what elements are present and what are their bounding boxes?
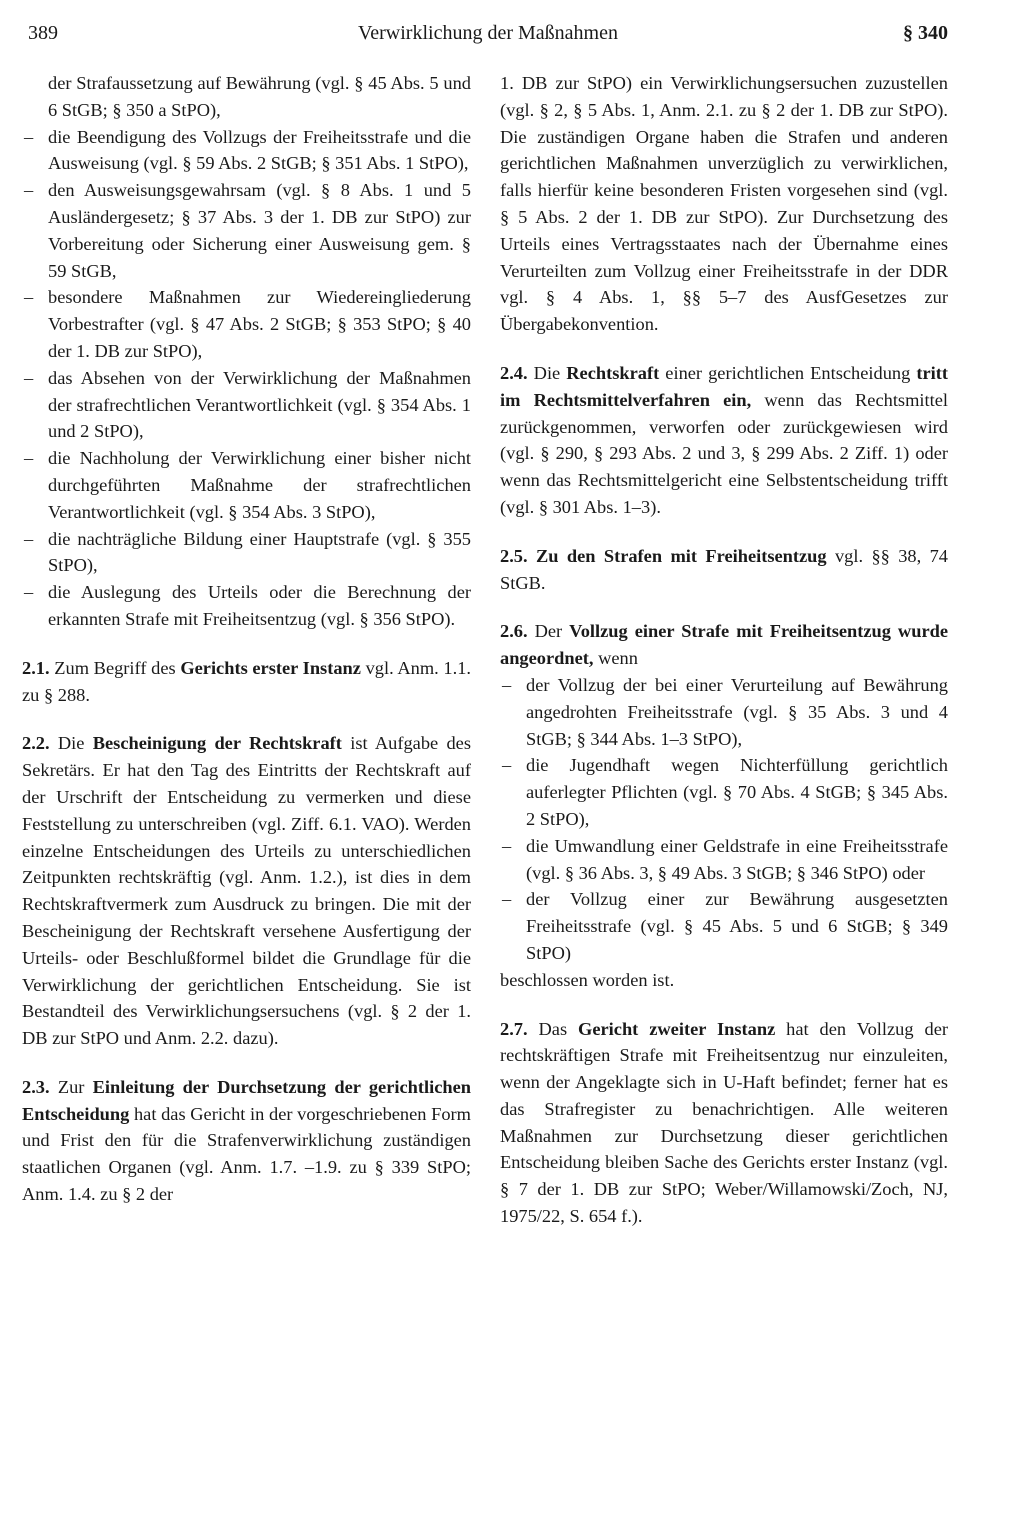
section-text: ist Aufgabe des Sekretärs. Er hat den Tag des Eintritts der Rechtskraft auf der Urschrift der Entscheidung zu vermerken und diese Feststellung zu unterschreiben (vgl. Ziff. 6.1. VAO). Werden einzelne Entscheidungen des Urteils zu unterschiedlichen Zeitpunkten rechtskräftig (vgl. Anm. 1.2.), ist dies in dem Rechtskraftvermerk zum Ausdruck zu bringen. Die mit der Bescheinigung der Rechtskraft versehene Ausfertigung der Urteils- oder Beschlußformel bildet die Grundlage für die Verwirklichung der gerichtlichen Entscheidung. Sie ist Bestandteil des Verwirklichungsersuchens (vgl. § 2 der 1. DB zur StPO und Anm. 2.2. dazu). [22, 733, 471, 1049]
list-item: – die Auslegung des Urteils oder die Berechnung der erkannten Strafe mit Freiheitsentzug (vgl. § 356 StPO). [22, 579, 471, 633]
section-keyword: Bescheinigung der Rechtskraft [92, 733, 342, 754]
list-item: – die Beendigung des Vollzugs der Freiheitsstrafe und die Ausweisung (vgl. § 59 Abs. 2 StGB; § 351 Abs. 1 StPO), [22, 124, 471, 178]
section-mark: § 340 [903, 22, 948, 44]
section-keyword: tritt im Rechtsmittelverfahren ein, [500, 362, 949, 410]
section-keyword: Einleitung der Durchsetzung der gerichtlichen Entscheidung [22, 1076, 471, 1124]
left-column [22, 70, 471, 1208]
page-header [28, 16, 948, 50]
section-2-3 [22, 1074, 471, 1208]
list-item: – die Umwandlung einer Geldstrafe in eine Freiheitsstrafe (vgl. § 36 Abs. 3, § 49 Abs. 3 StGB; § 346 StPO) oder [500, 833, 948, 887]
section-2-6 [500, 618, 948, 993]
measures-list [22, 124, 471, 633]
section-text: Der [527, 621, 570, 642]
list-item: – die nachträgliche Bildung einer Hauptstrafe (vgl. § 355 StPO), [22, 526, 471, 580]
list-item: – der Vollzug der bei einer Verurteilung auf Bewährung angedrohten Freiheitsstrafe (vgl. § 35 Abs. 3 und 4 StGB; § 344 Abs. 1–3 StPO), [500, 672, 948, 752]
section-intro [500, 618, 948, 672]
section-text: einer gerichtlichen Entscheidung [659, 362, 917, 383]
page-number: 389 [28, 22, 58, 44]
continued-list-item: der Strafaussetzung auf Bewährung (vgl. § 45 Abs. 5 und 6 StGB; § 350 a StPO), [48, 73, 471, 120]
section-keyword: Rechtskraft [566, 362, 660, 383]
section-text: Die [49, 733, 93, 754]
section-keyword: Zu den Strafen mit Freiheitsentzug [527, 545, 827, 566]
list-item: – das Absehen von der Verwirklichung der Maßnahmen der strafrechtlichen Verantwortlichkeit (vgl. § 354 Abs. 1 und 2 StPO), [22, 365, 471, 445]
list-item: – die Jugendhaft wegen Nichterfüllung gerichtlich auferlegter Pflichten (vgl. § 70 Abs. 4 StGB; § 345 Abs. 2 StPO), [500, 752, 948, 832]
section-text: Das [527, 1018, 579, 1039]
section-text: vgl. Anm. 1.1. zu § 288. [22, 657, 471, 705]
list-item: – besondere Maßnahmen zur Wiedereingliederung Vorbestrafter (vgl. § 47 Abs. 2 StGB; § 353 StPO; § 40 der 1. DB zur StPO), [22, 284, 471, 364]
section-number: 2.4. [500, 362, 528, 383]
section-text: wenn [593, 648, 638, 669]
enforcement-list [500, 672, 948, 967]
section-text: vgl. §§ 38, 74 StGB. [500, 545, 948, 593]
list-item: – die Nachholung der Verwirklichung einer bisher nicht durchgeführten Maßnahme der strafrechtlichen Verantwortlichkeit (vgl. § 354 Abs. 3 StPO), [22, 445, 471, 525]
section-text: Zum Begriff des [49, 657, 181, 678]
section-2-7 [500, 1016, 948, 1230]
section-number: 2.7. [500, 1018, 528, 1039]
section-2-1 [22, 655, 471, 709]
section-2-4 [500, 360, 948, 521]
section-number: 2.1. [22, 657, 50, 678]
running-title: Verwirklichung der Maßnahmen [358, 22, 618, 44]
section-text: hat das Gericht in der vorgeschriebenen Form und Frist den für die Strafenverwirklichung zuständigen staatlichen Organen (vgl. Anm. 1.7. –1.9. zu § 339 StPO; Anm. 1.4. zu § 2 der [22, 1103, 471, 1205]
section-keyword: Gericht zweiter Instanz [578, 1018, 776, 1039]
section-2-3-continuation: 1. DB zur StPO) ein Verwirklichungsersuchen zuzustellen (vgl. § 2, § 5 Abs. 1, Anm. 2.1. zu § 2 der 1. DB zur StPO). Die zuständigen Organe haben die Strafen und anderen gerichtlichen Maßnahmen unverzüglich zu verwirklichen, falls hierfür keine besonderen Fristen vorgesehen sind (vgl. § 5 Abs. 2 der 1. DB zur StPO). Zur Durchsetzung des Urteils eines Vertragsstaates nach der Übernahme eines Verurteilten zum Vollzug einer Freiheitsstrafe in der DDR vgl. § 4 Abs. 1, §§ 5–7 des AusfGesetzes zur Übergabekonvention. [500, 73, 948, 335]
section-2-5 [500, 543, 948, 597]
list-item: – der Vollzug einer zur Bewährung ausgesetzten Freiheitsstrafe (vgl. § 45 Abs. 5 und 6 StGB; § 349 StPO) [500, 886, 948, 966]
section-number: 2.2. [22, 733, 50, 754]
section-text: Die [527, 362, 567, 383]
section-text: Zur [49, 1076, 93, 1097]
section-keyword: Vollzug einer Strafe mit Freiheitsentzug wurde angeordnet, [500, 621, 948, 669]
section-number: 2.6. [500, 621, 528, 642]
section-2-2 [22, 730, 471, 1052]
section-number: 2.3. [22, 1076, 50, 1097]
list-item: – den Ausweisungsgewahrsam (vgl. § 8 Abs. 1 und 5 Ausländergesetz; § 37 Abs. 3 der 1. DB zur StPO) zur Vorbereitung oder Sicherung einer Ausweisung gem. § 59 StGB, [22, 177, 471, 284]
section-number: 2.5. [500, 545, 528, 566]
section-text: wenn das Rechtsmittel zurückgenommen, verworfen oder zurückgewiesen wird (vgl. § 290, § 293 Abs. 2 und 3, § 299 Abs. 2 Ziff. 1) oder wenn das Rechtsmittelgericht eine Selbstentscheidung trifft (vgl. § 301 Abs. 1–3). [500, 389, 948, 517]
section-text: hat den Vollzug der rechtskräftigen Strafe mit Freiheitsentzug nur einzuleiten, wenn der Angeklagte sich in U-Haft befindet; ferner hat es das Strafregister zu benachrichtigen. Alle weiteren Maßnahmen zur Durchsetzung dieser gerichtlichen Entscheidung bleiben Sache des Gerichts erster Instanz (vgl. § 7 der 1. DB zur StPO; Weber/Willamowski/Zoch, NJ, 1975/22, S. 654 f.). [500, 1018, 948, 1227]
section-keyword: Gerichts erster Instanz [180, 657, 361, 678]
right-column [500, 70, 948, 1230]
section-closing: beschlossen worden ist. [500, 969, 675, 990]
